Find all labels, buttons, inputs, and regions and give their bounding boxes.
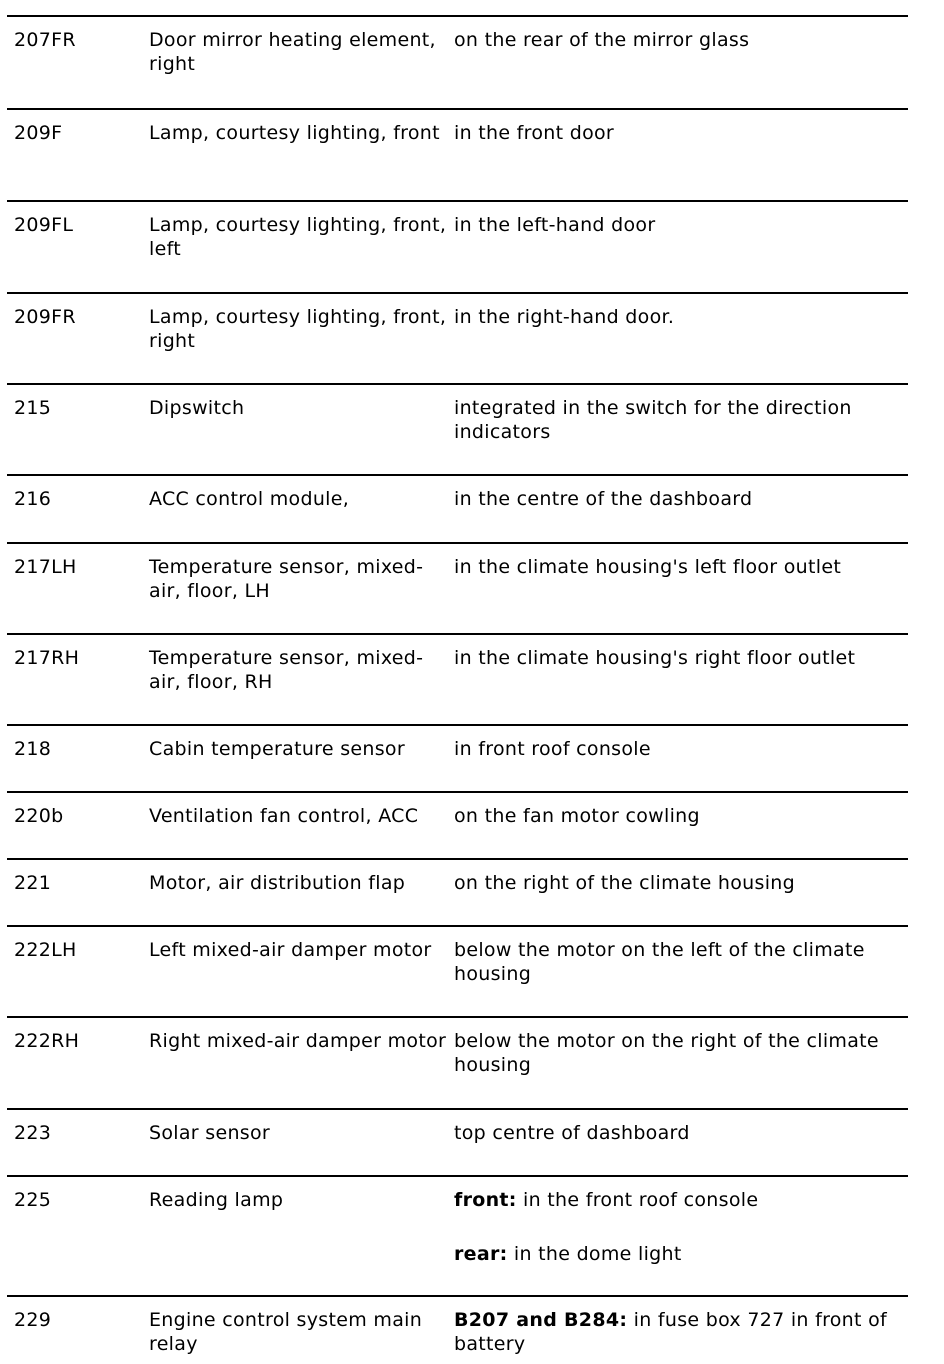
location-text: in the left-hand door xyxy=(454,214,656,236)
component-code: 223 xyxy=(14,1122,52,1144)
component-name: Left mixed-air damper motor xyxy=(149,939,432,961)
component-code: 225 xyxy=(14,1189,52,1211)
component-name: Temperature sensor, mixed-air, floor, LH xyxy=(149,556,424,602)
component-code: 209FR xyxy=(14,306,76,328)
location-text: in fuse box 727 in front of battery xyxy=(454,1309,888,1355)
component-code: 218 xyxy=(14,738,52,760)
location-text: below the motor on the right of the climate housing xyxy=(454,1030,879,1076)
table-row xyxy=(7,1016,908,1076)
component-location xyxy=(454,555,906,579)
location-qualifier: B207 and B284: xyxy=(454,1309,628,1331)
location-paragraph xyxy=(454,555,906,579)
table-row xyxy=(7,383,908,443)
component-code: 220b xyxy=(14,805,64,827)
location-paragraph xyxy=(454,938,906,986)
location-text: integrated in the switch for the direction indicators xyxy=(454,397,852,443)
location-paragraph xyxy=(454,646,906,670)
location-text: in the climate housing's left floor outlet xyxy=(454,556,842,578)
table-row xyxy=(7,1108,908,1144)
component-location xyxy=(454,1308,906,1356)
location-paragraph xyxy=(454,305,906,329)
component-name: Lamp, courtesy lighting, front, left xyxy=(149,214,447,260)
component-location xyxy=(454,804,906,828)
component-location xyxy=(454,213,906,237)
location-text: in the centre of the dashboard xyxy=(454,488,753,510)
table-row xyxy=(7,791,908,827)
table-row xyxy=(7,542,908,602)
location-paragraph xyxy=(454,1121,906,1145)
location-text: in front roof console xyxy=(454,738,651,760)
component-location xyxy=(454,1188,906,1266)
component-location xyxy=(454,121,906,145)
component-name: Solar sensor xyxy=(149,1122,271,1144)
location-paragraph xyxy=(454,871,906,895)
location-paragraph xyxy=(454,396,906,444)
location-text: in the climate housing's right floor outlet xyxy=(454,647,856,669)
component-code: 221 xyxy=(14,872,52,894)
component-code: 209F xyxy=(14,122,63,144)
component-name: Temperature sensor, mixed-air, floor, RH xyxy=(149,647,424,693)
table-row xyxy=(7,474,908,510)
location-paragraph xyxy=(454,1242,906,1266)
location-qualifier: rear: xyxy=(454,1243,508,1265)
component-name: Reading lamp xyxy=(149,1189,284,1211)
component-location xyxy=(454,305,906,329)
location-paragraph xyxy=(454,1029,906,1077)
component-location xyxy=(454,938,906,986)
table-row xyxy=(7,925,908,985)
component-code: 222LH xyxy=(14,939,77,961)
table-row xyxy=(7,1295,908,1355)
component-location xyxy=(454,871,906,895)
location-paragraph xyxy=(454,737,906,761)
component-name: Motor, air distribution flap xyxy=(149,872,406,894)
component-code: 229 xyxy=(14,1309,52,1331)
component-location xyxy=(454,646,906,670)
table-row xyxy=(7,1175,908,1265)
table-row xyxy=(7,200,908,260)
location-paragraph xyxy=(454,1188,906,1212)
component-code: 215 xyxy=(14,397,52,419)
location-text: in the dome light xyxy=(513,1243,682,1265)
table-row xyxy=(7,292,908,352)
location-paragraph xyxy=(454,213,906,237)
component-name: Engine control system main relay xyxy=(149,1309,423,1355)
component-location xyxy=(454,1121,906,1145)
component-location xyxy=(454,737,906,761)
table-row xyxy=(7,724,908,760)
component-name: Dipswitch xyxy=(149,397,245,419)
location-text: in the right-hand door. xyxy=(454,306,675,328)
location-text: on the right of the climate housing xyxy=(454,872,796,894)
table-row xyxy=(7,15,908,75)
component-name: Right mixed-air damper motor xyxy=(149,1030,447,1052)
component-name: ACC control module, xyxy=(149,488,350,510)
location-text: on the fan motor cowling xyxy=(454,805,700,827)
location-text: below the motor on the left of the climate housing xyxy=(454,939,865,985)
component-code: 216 xyxy=(14,488,52,510)
location-text: on the rear of the mirror glass xyxy=(454,29,750,51)
component-code: 207FR xyxy=(14,29,76,51)
component-name: Lamp, courtesy lighting, front xyxy=(149,122,440,144)
location-paragraph xyxy=(454,28,906,52)
component-code: 222RH xyxy=(14,1030,80,1052)
location-text: top centre of dashboard xyxy=(454,1122,690,1144)
table-row xyxy=(7,858,908,894)
component-name: Door mirror heating element, right xyxy=(149,29,436,75)
component-name: Ventilation fan control, ACC xyxy=(149,805,419,827)
location-paragraph xyxy=(454,1308,906,1356)
component-code: 217RH xyxy=(14,647,80,669)
location-paragraph xyxy=(454,121,906,145)
component-name: Cabin temperature sensor xyxy=(149,738,405,760)
component-code: 209FL xyxy=(14,214,74,236)
component-location xyxy=(454,28,906,52)
location-paragraph xyxy=(454,487,906,511)
component-code: 217LH xyxy=(14,556,77,578)
table-row xyxy=(7,108,908,144)
location-qualifier: front: xyxy=(454,1189,517,1211)
component-name: Lamp, courtesy lighting, front, right xyxy=(149,306,447,352)
table-row xyxy=(7,633,908,693)
component-location xyxy=(454,1029,906,1077)
component-location xyxy=(454,487,906,511)
location-text: in the front door xyxy=(454,122,615,144)
component-location xyxy=(454,396,906,444)
location-paragraph xyxy=(454,804,906,828)
location-text: in the front roof console xyxy=(523,1189,759,1211)
